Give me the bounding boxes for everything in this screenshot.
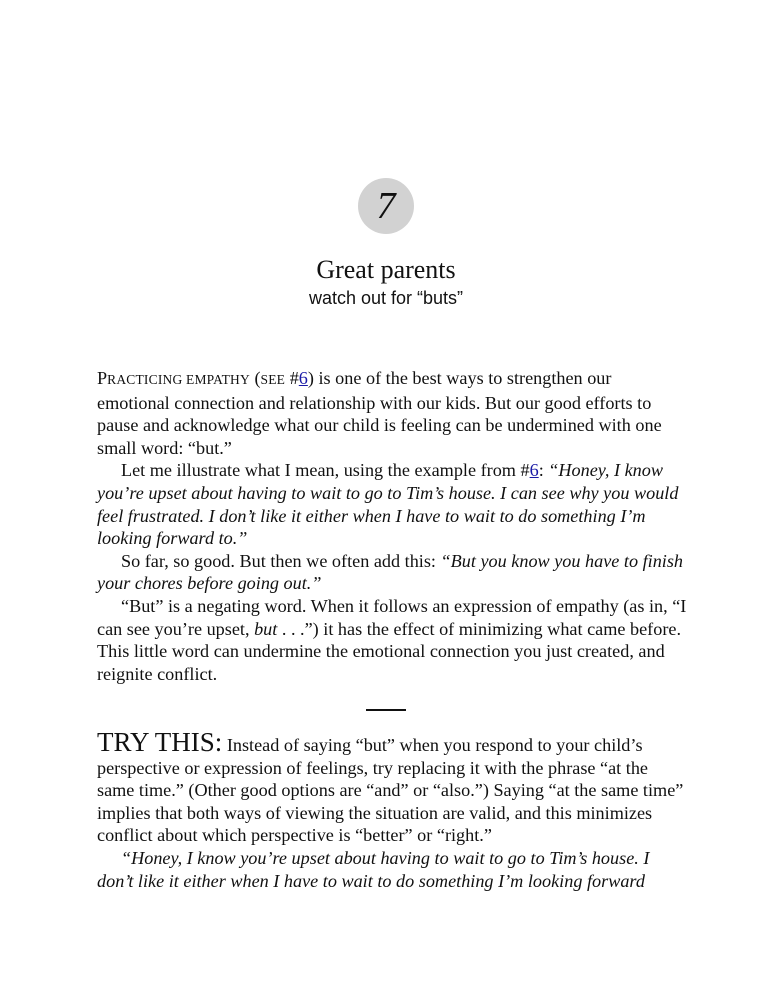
chapter-body [97,367,687,685]
paragraph-illustrate [97,459,687,549]
section-divider [366,709,406,711]
chapter-number-badge [358,178,414,234]
lead-first-letter: P [97,368,108,388]
try-this-paragraph [97,727,687,847]
chapter-number: 7 [376,185,396,227]
emphasis-but: but [254,618,278,639]
try-this-example-quote: “Honey, I know you’re upset about having to wait to go to Tim’s house. I don’t like it either when I have to wait to do something I’m looking forward [97,847,650,891]
chapter-subtitle: watch out for “buts” [308,288,464,308]
see-reference-close: ) [307,368,314,388]
paragraph-negating [97,595,687,685]
chapter-6-link[interactable]: 6 [298,368,308,388]
example-quote: “Honey, I know you’re upset about having to wait to go to Tim’s house. I can see why you would feel frustrated. I don’t like it either when I have to wait to do something I’m looking forward to.” [97,460,679,549]
paragraph-negating-text-b: . . .”) it has the effect of minimizing what came before. This little word can undermine the emotional connection you just created, and reignite conflict. [97,618,681,684]
paragraph-so-far [97,550,687,595]
but-quote: “But you know you have to finish your chores before going out.” [97,550,684,594]
paragraph-intro [97,367,687,459]
paragraph-intro-text: is one of the best ways to strengthen our emotional connection and relationship with our kids. But our good efforts to pause and acknowledge what our child is feeling can be undermined with one small word: “but.” [97,368,662,458]
chapter-title: Great parents [316,255,456,284]
see-small-caps: SEE [260,372,286,387]
try-this-section [97,727,687,892]
see-reference-open: (SEE # [249,368,299,388]
try-this-text: Instead of saying “but” when you respond to your child’s perspective or expression of feelings, try replacing it with the phrase “at the same time.” (Other good options are “and” or “also.”) Saying “at the same time” implies that both ways of viewing the situation are valid, and this minimizes conflict about which perspective is “better” or “right.” [97,735,684,846]
paragraph-illustrate-text: Let me illustrate what I mean, using the example from # [121,460,530,481]
paragraph-negating-text-a: “But” is a negating word. When it follows an expression of empathy (as in, “I can see you’re upset, [97,595,687,639]
try-this-heading: TRY THIS: [97,727,223,757]
try-this-example [97,847,687,892]
colon: : [538,460,549,481]
lead-small-caps: RACTICING EMPATHY [107,372,250,387]
chapter-6-link[interactable]: 6 [529,460,539,481]
paragraph-so-far-text: So far, so good. But then we often add this: [121,550,441,571]
